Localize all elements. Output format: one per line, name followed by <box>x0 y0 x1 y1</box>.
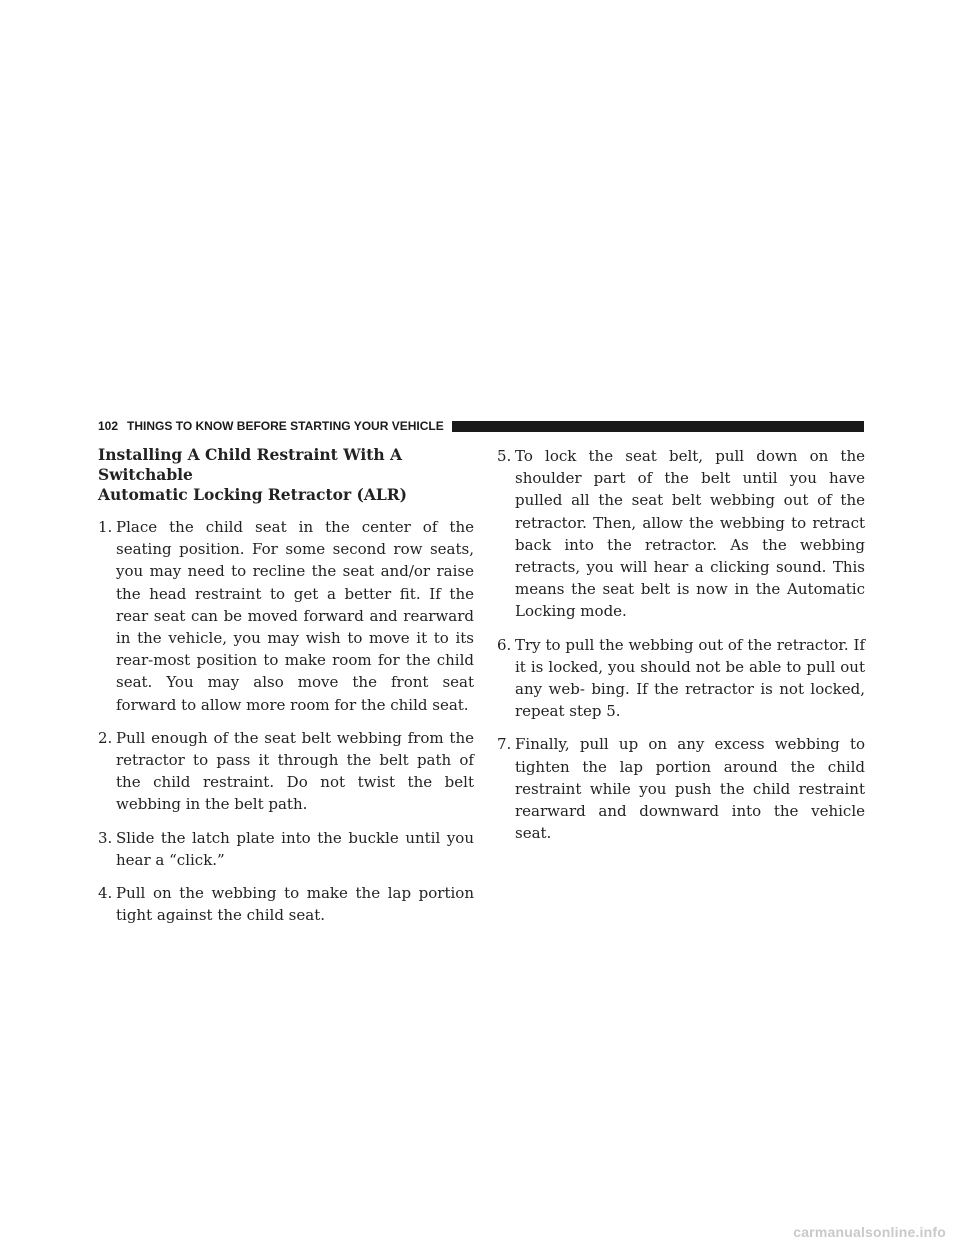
section-heading-line-1: Installing A Child Restraint With A Switchable <box>98 445 403 484</box>
right-column <box>497 445 865 855</box>
step-text: Slide the latch plate into the buckle until you hear a “click.” <box>116 828 474 869</box>
step-number: 2. <box>98 728 113 747</box>
step-6 <box>497 634 865 723</box>
step-text: To lock the seat belt, pull down on the shoulder part of the belt until you have pulled all the seat belt webbing out of the retractor. Then, allow the webbing to retract back into the retractor. As the webbing retracts, you will hear a clicking sound. This means the seat belt is now in the Automatic Locking mode. <box>515 447 865 621</box>
step-text: Pull enough of the seat belt webbing from the retractor to pass it through the belt path of the child restraint. Do not twist the belt webbing in the belt path. <box>116 728 474 814</box>
step-number: 7. <box>497 735 512 754</box>
steps-list-right <box>497 445 865 844</box>
step-number: 1. <box>98 518 113 536</box>
page-number: 102 <box>98 419 119 433</box>
step-text: Try to pull the webbing out of the retractor. If it is locked, you should not be able to pull out any web- bing. If the retractor is not locked, repeat step 5. <box>515 635 865 721</box>
step-text: Place the child seat in the center of the seating position. For some second row seats, you may need to recline the seat and/or raise the head restraint to get a better fit. If the rear seat can be moved forward and rearward in the vehicle, you may wish to move it to its rear-most position to make room for the child seat. You may also move the front seat forward to allow more room for the child seat. <box>116 518 474 714</box>
section-heading <box>98 445 474 505</box>
left-column <box>98 445 474 937</box>
step-text: Pull on the webbing to make the lap portion tight against the child seat. <box>116 884 474 925</box>
section-heading-line-2: Automatic Locking Retractor (ALR) <box>98 485 408 504</box>
step-1 <box>98 516 474 716</box>
steps-list-left <box>98 516 474 926</box>
page-header <box>98 419 864 433</box>
step-3 <box>98 827 474 871</box>
watermark: carmanualsonline.info <box>793 1224 946 1240</box>
step-7 <box>497 733 865 844</box>
step-4 <box>98 882 474 926</box>
step-text: Finally, pull up on any excess webbing to tighten the lap portion around the child restraint while you push the child restraint rearward and downward into the vehicle seat. <box>515 735 865 843</box>
step-number: 6. <box>497 635 512 654</box>
step-2 <box>98 727 474 816</box>
step-number: 5. <box>497 447 512 465</box>
step-5 <box>497 445 865 623</box>
header-title: THINGS TO KNOW BEFORE STARTING YOUR VEHICLE <box>127 419 444 433</box>
step-number: 3. <box>98 828 113 847</box>
header-rule <box>452 421 864 432</box>
step-number: 4. <box>98 884 113 903</box>
